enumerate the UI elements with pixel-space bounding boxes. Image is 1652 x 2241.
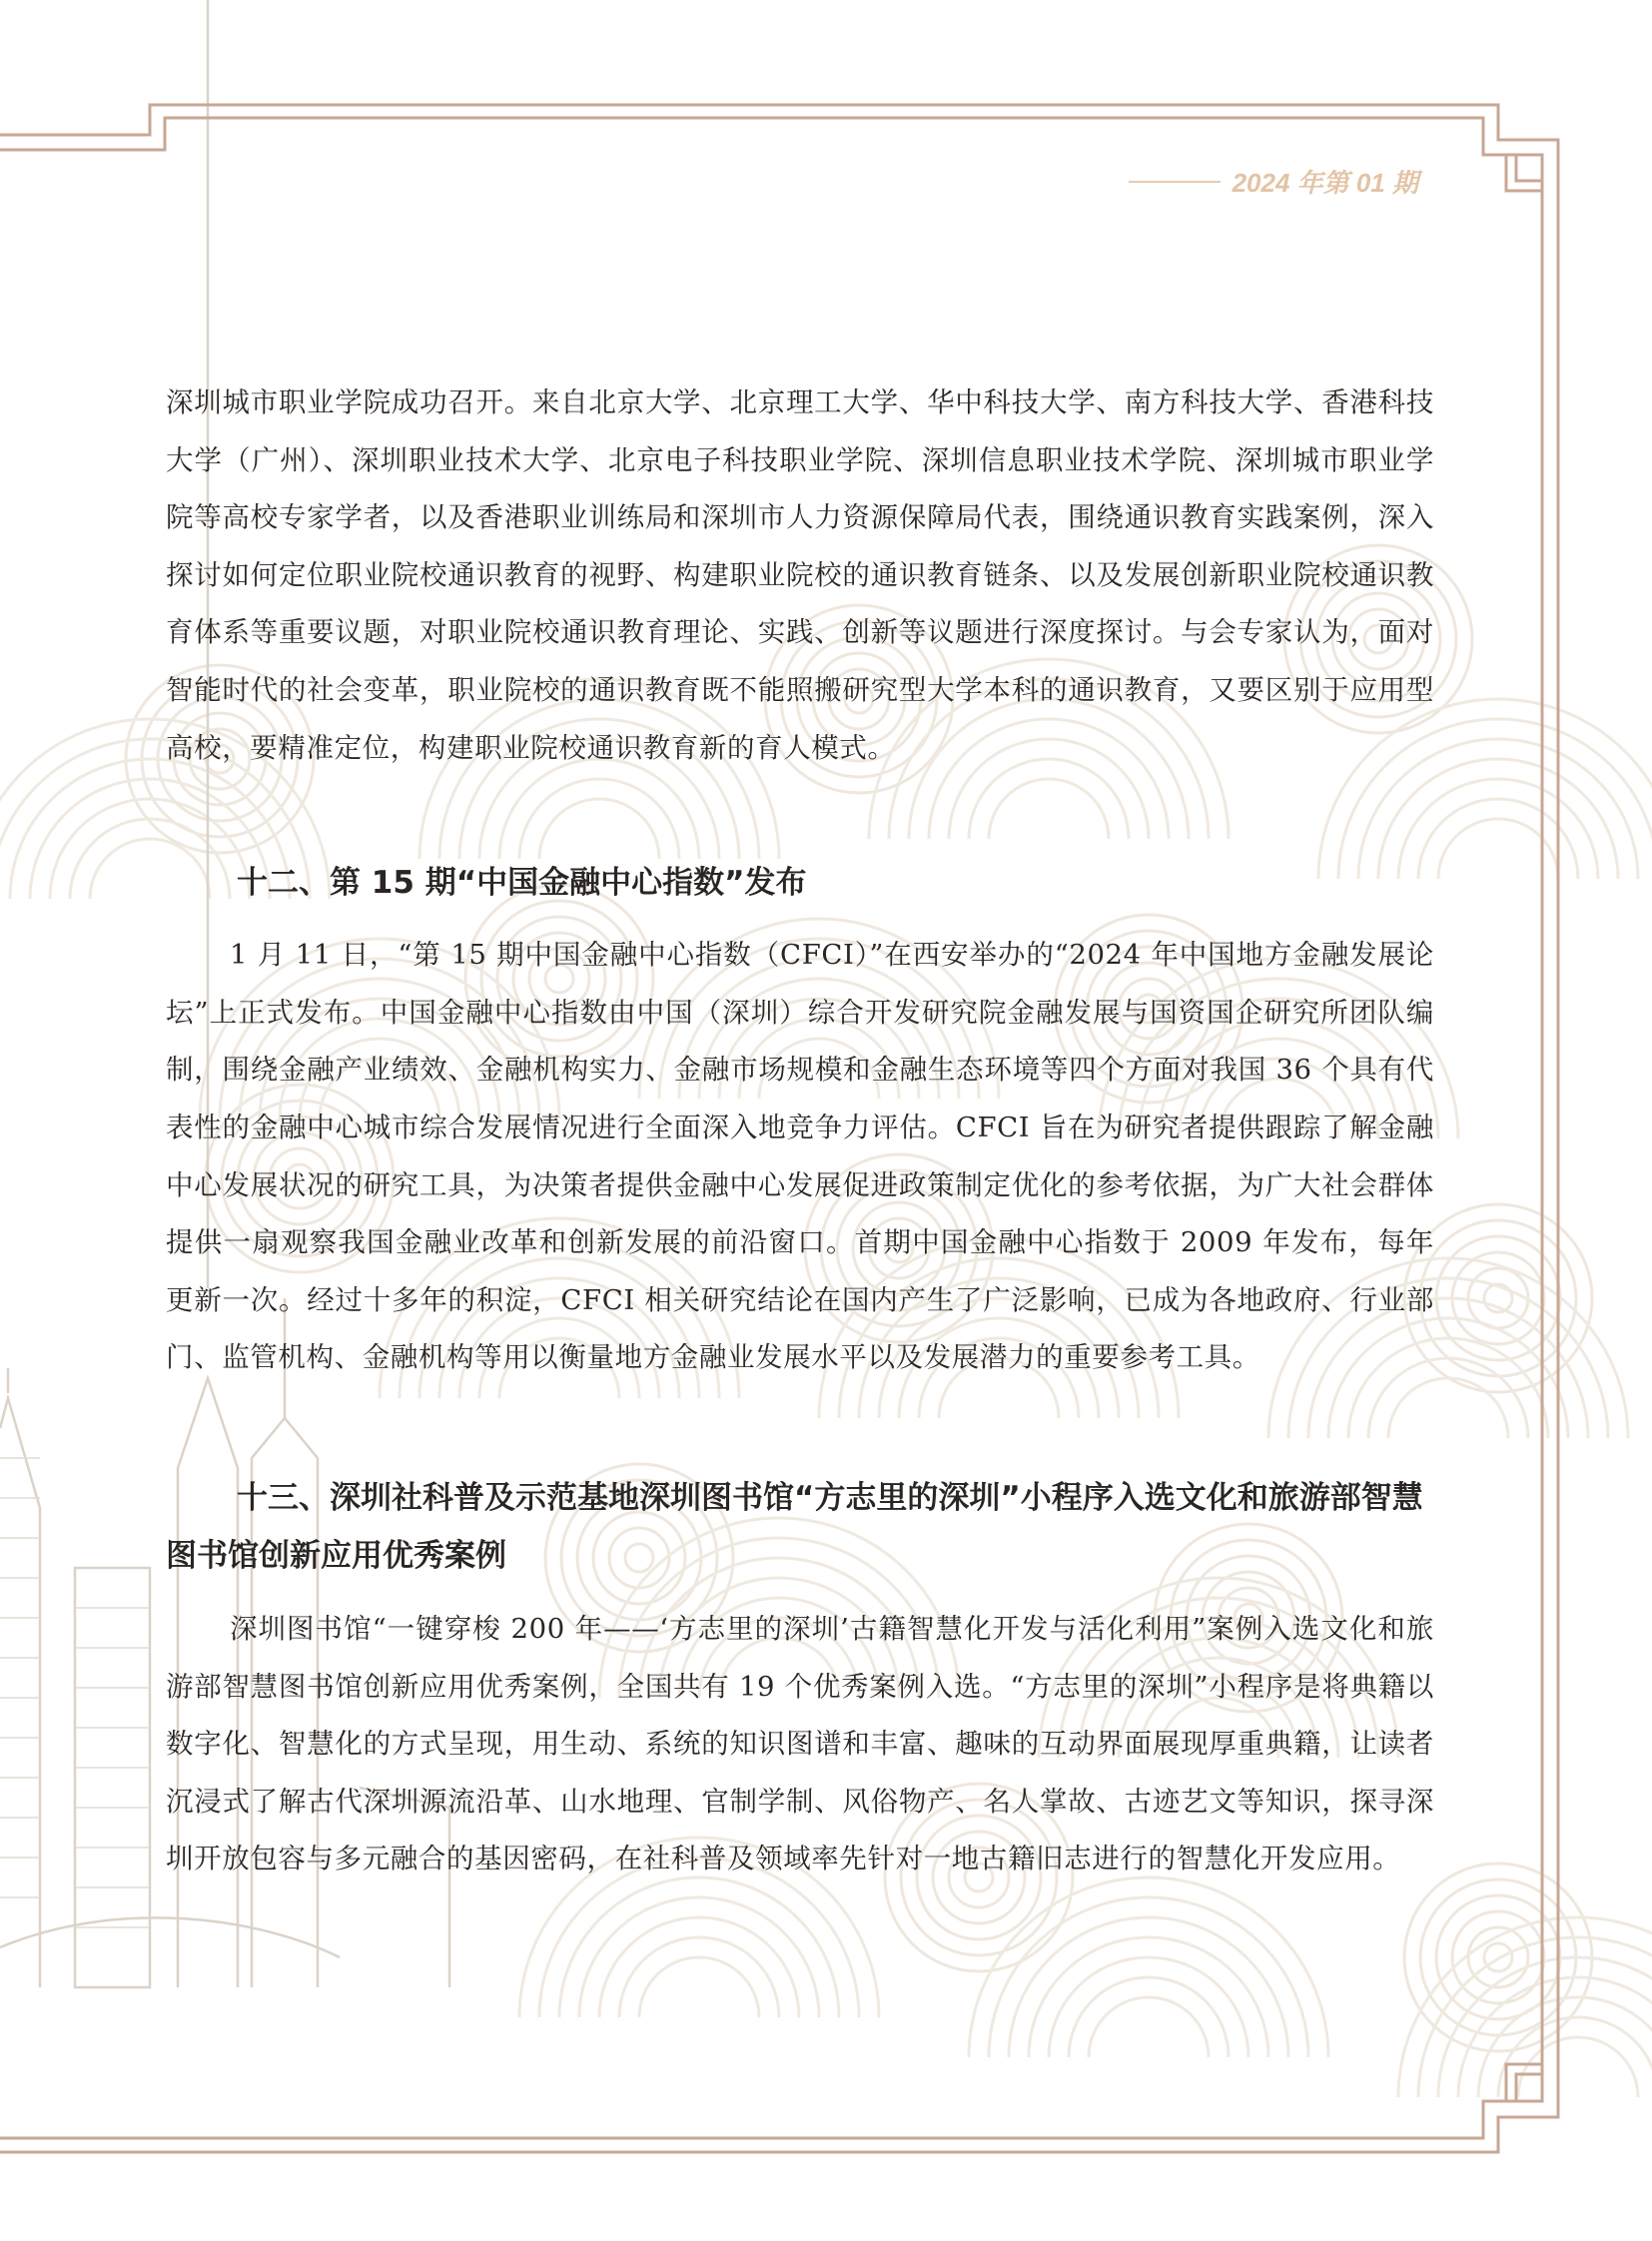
section-heading-13: 十三、深圳社科普及示范基地深圳图书馆“方志里的深圳”小程序入选文化和旅游部智慧图书馆创新应用优秀案例: [166, 1479, 1423, 1574]
section-12-paragraph: 1 月 11 日，“第 15 期中国金融中心指数（CFCI）”在西安举办的“2024 年中国地方金融发展论坛”上正式发布。中国金融中心指数由中国（深圳）综合开发研究院金融发展与国资国企研究所团队编制，围绕金融产业绩效、金融机构实力、金融市场规模和金融生态环境等四个方面对我国 36 个具有代表性的金融中心城市综合发展情况进行全面深入地竞争力评估。CFCI 旨在为研究者提供跟踪了解金融中心发展状况的研究工具，为决策者提供金融中心发展促进政策制定优化的参考依据，为广大社会群体提供一扇观察我国金融业改革和创新发展的前沿窗口。首期中国金融中心指数于 2009 年发布，每年更新一次。经过十多年的积淀，CFCI 相关研究结论在国内产生了广泛影响，已成为各地政府、行业部门、监管机构、金融机构等用以衡量地方金融业发展水平以及发展潜力的重要参考工具。: [166, 939, 1434, 1374]
continued-paragraph: 深圳城市职业学院成功召开。来自北京大学、北京理工大学、华中科技大学、南方科技大学、香港科技大学（广州）、深圳职业技术大学、北京电子科技职业学院、深圳信息职业技术学院、深圳城市职业学院等高校专家学者，以及香港职业训练局和深圳市人力资源保障局代表，围绕通识教育实践案例，深入探讨如何定位职业院校通识教育的视野、构建职业院校的通识教育链条、以及发展创新职业院校通识教育体系等重要议题，对职业院校通识教育理论、实践、创新等议题进行深度探讨。与会专家认为，面对智能时代的社会变革，职业院校的通识教育既不能照搬研究型大学本科的通识教育，又要区别于应用型高校，要精准定位，构建职业院校通识教育新的育人模式。: [166, 386, 1434, 764]
section-13-paragraph: 深圳图书馆“一键穿梭 200 年——‘方志里的深圳’古籍智慧化开发与活化利用”案例入选文化和旅游部智慧图书馆创新应用优秀案例，全国共有 19 个优秀案例入选。“方志里的深圳”小程序是将典籍以数字化、智慧化的方式呈现，用生动、系统的知识图谱和丰富、趣味的互动界面展现厚重典籍，让读者沉浸式了解古代深圳源流沿革、山水地理、官制学制、风俗物产、名人掌故、古迹艺文等知识，探寻深圳开放包容与多元融合的基因密码，在社科普及领域率先针对一地古籍旧志进行的智慧化开发应用。: [166, 1612, 1434, 1875]
issue-label: [1179, 163, 1418, 200]
section-heading-12: 十二、第 15 期“中国金融中心指数”发布: [237, 865, 807, 902]
header-rule: [1129, 181, 1221, 183]
issue-number: 2024 年第 01 期: [1232, 168, 1418, 198]
article-body: [166, 374, 1434, 1888]
